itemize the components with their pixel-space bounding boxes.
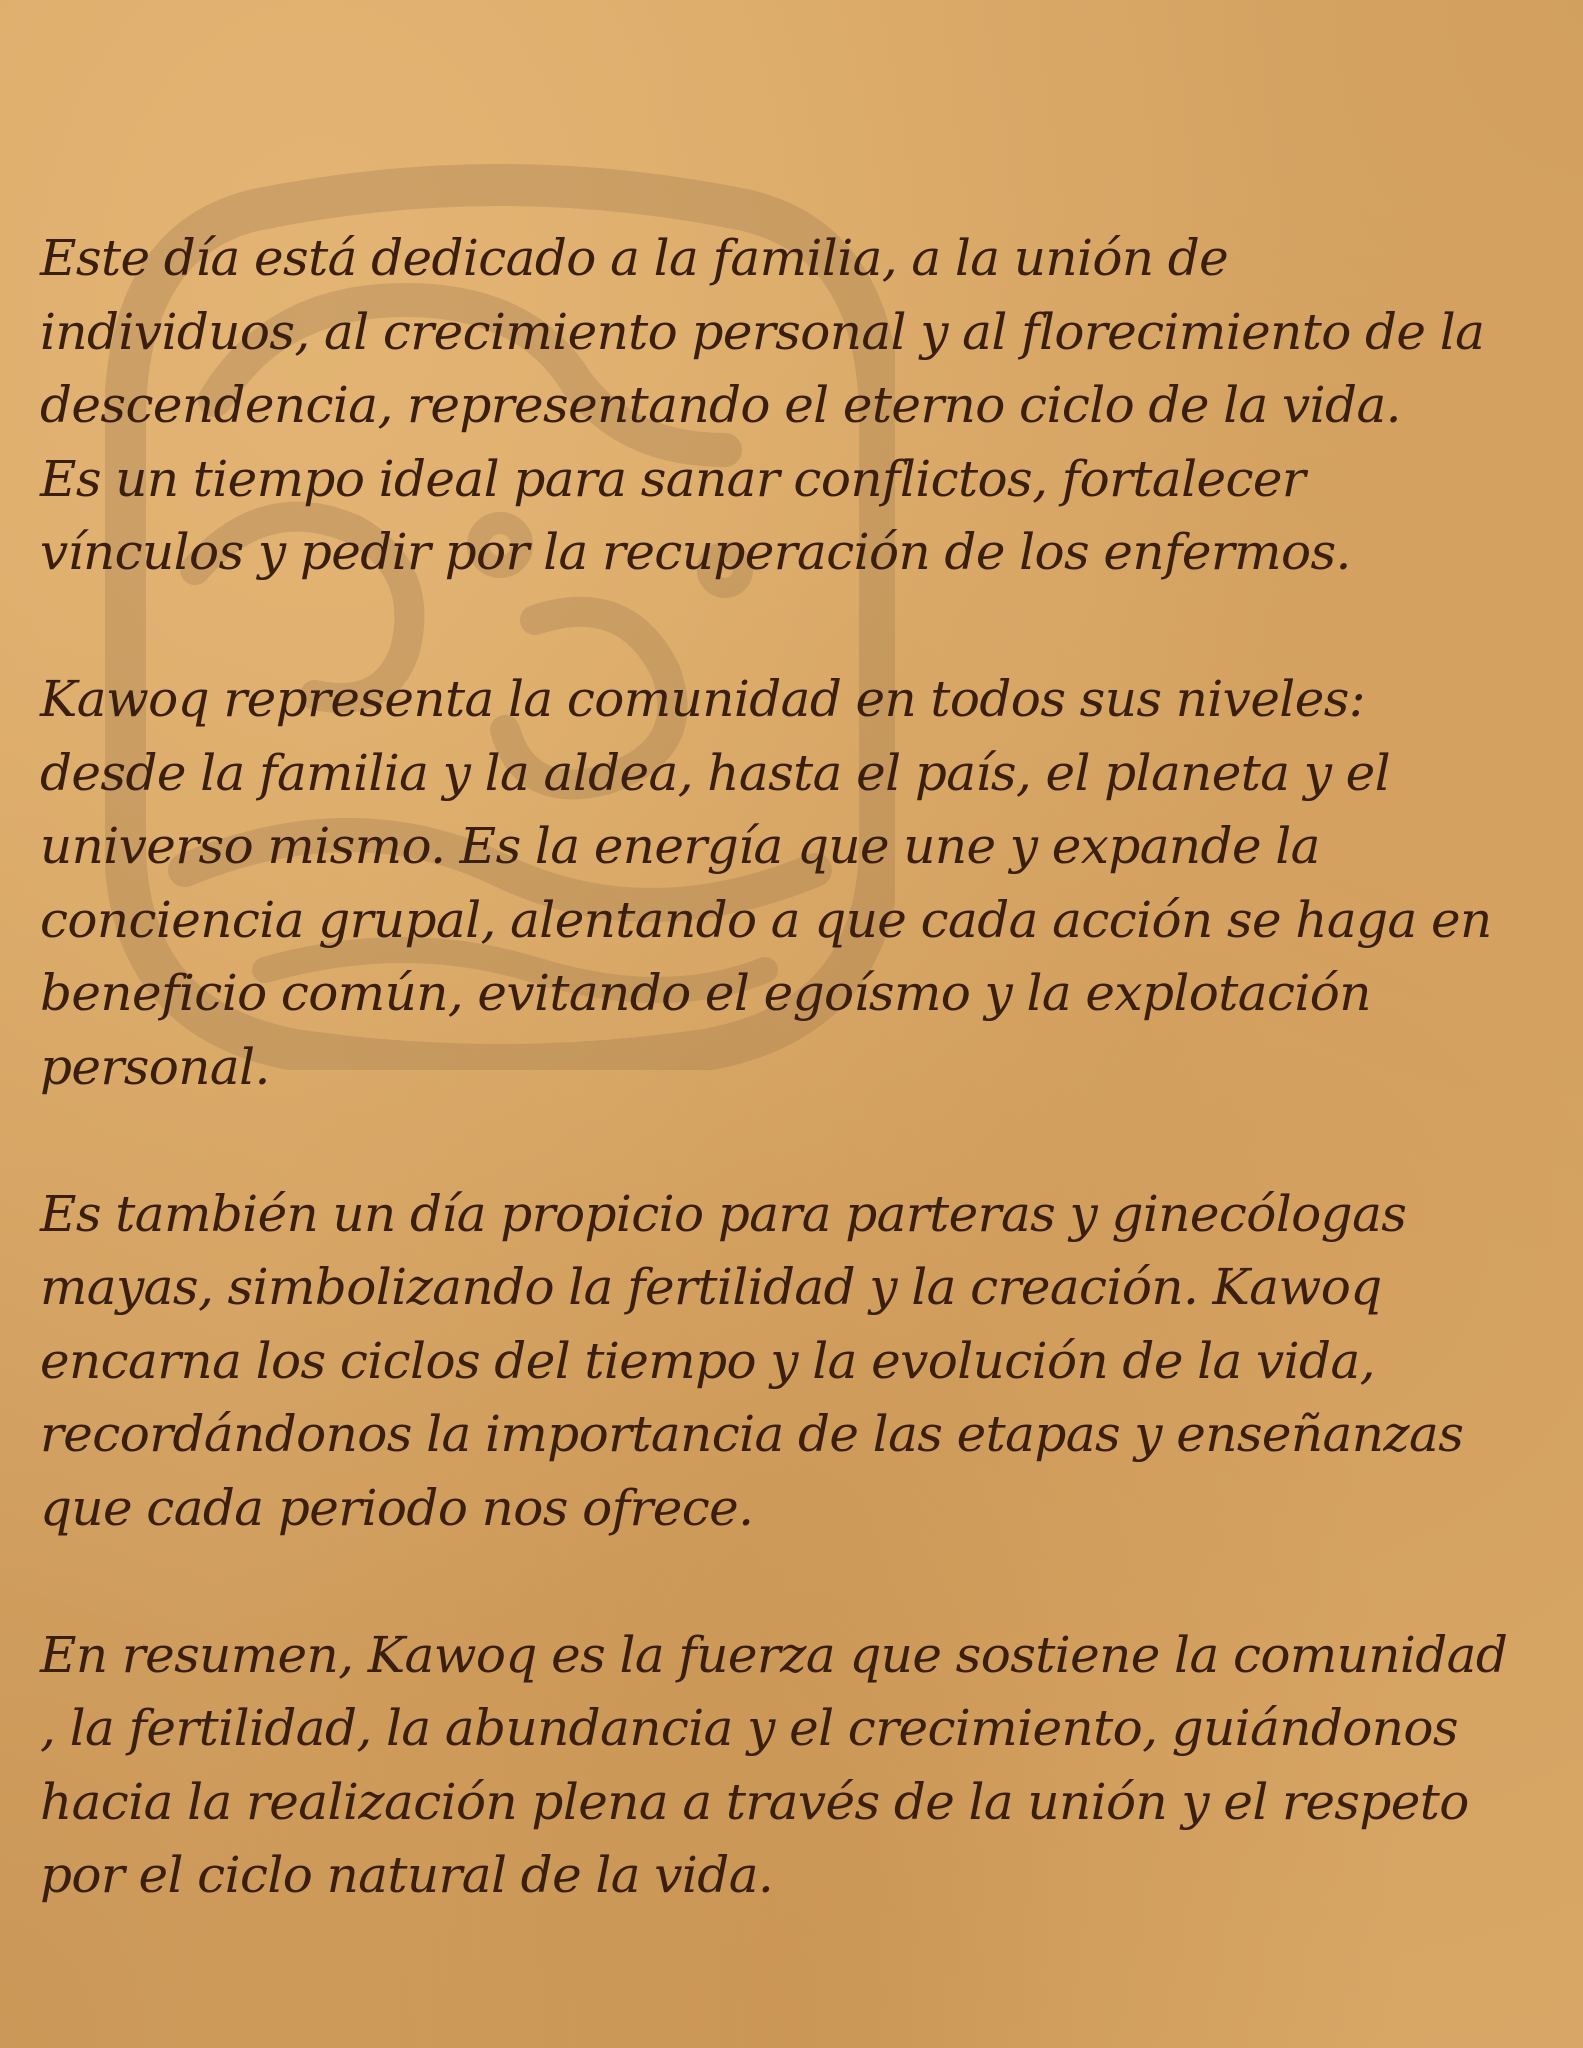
paragraph-family: Este día está dedicado a la familia, a la unión de individuos, al crecimiento personal y al florecimiento de la descendencia, representando el eterno ciclo de la vida. Es un tiempo ideal para sanar conflictos, fortalecer vínculos y pedir por la recuperación de los enfermos.	[40, 229, 1485, 581]
text-block	[40, 222, 1570, 1913]
paragraph-summary: En resumen, Kawoq es la fuerza que sostiene la comunidad , la fertilidad, la abundancia y el crecimiento, guiándonos hacia la realización plena a través de la unión y el respeto por el ciclo natural de la vida.	[40, 1625, 1508, 1904]
paragraph-community: Kawoq representa la comunidad en todos sus niveles: desde la familia y la aldea, hasta el país, el planeta y el universo mismo. Es la energía que une y expande la conciencia grupal, alentando a que cada acción se haga en beneficio común, evitando el egoísmo y la explotación personal.	[40, 670, 1492, 1096]
paragraph-fertility: Es también un día propicio para parteras y ginecólogas mayas, simbolizando la fertilidad y la creación. Kawoq encarna los ciclos del tiempo y la evolución de la vida, recordándonos la importancia de las etapas y enseñanzas que cada periodo nos ofrece.	[40, 1184, 1464, 1537]
